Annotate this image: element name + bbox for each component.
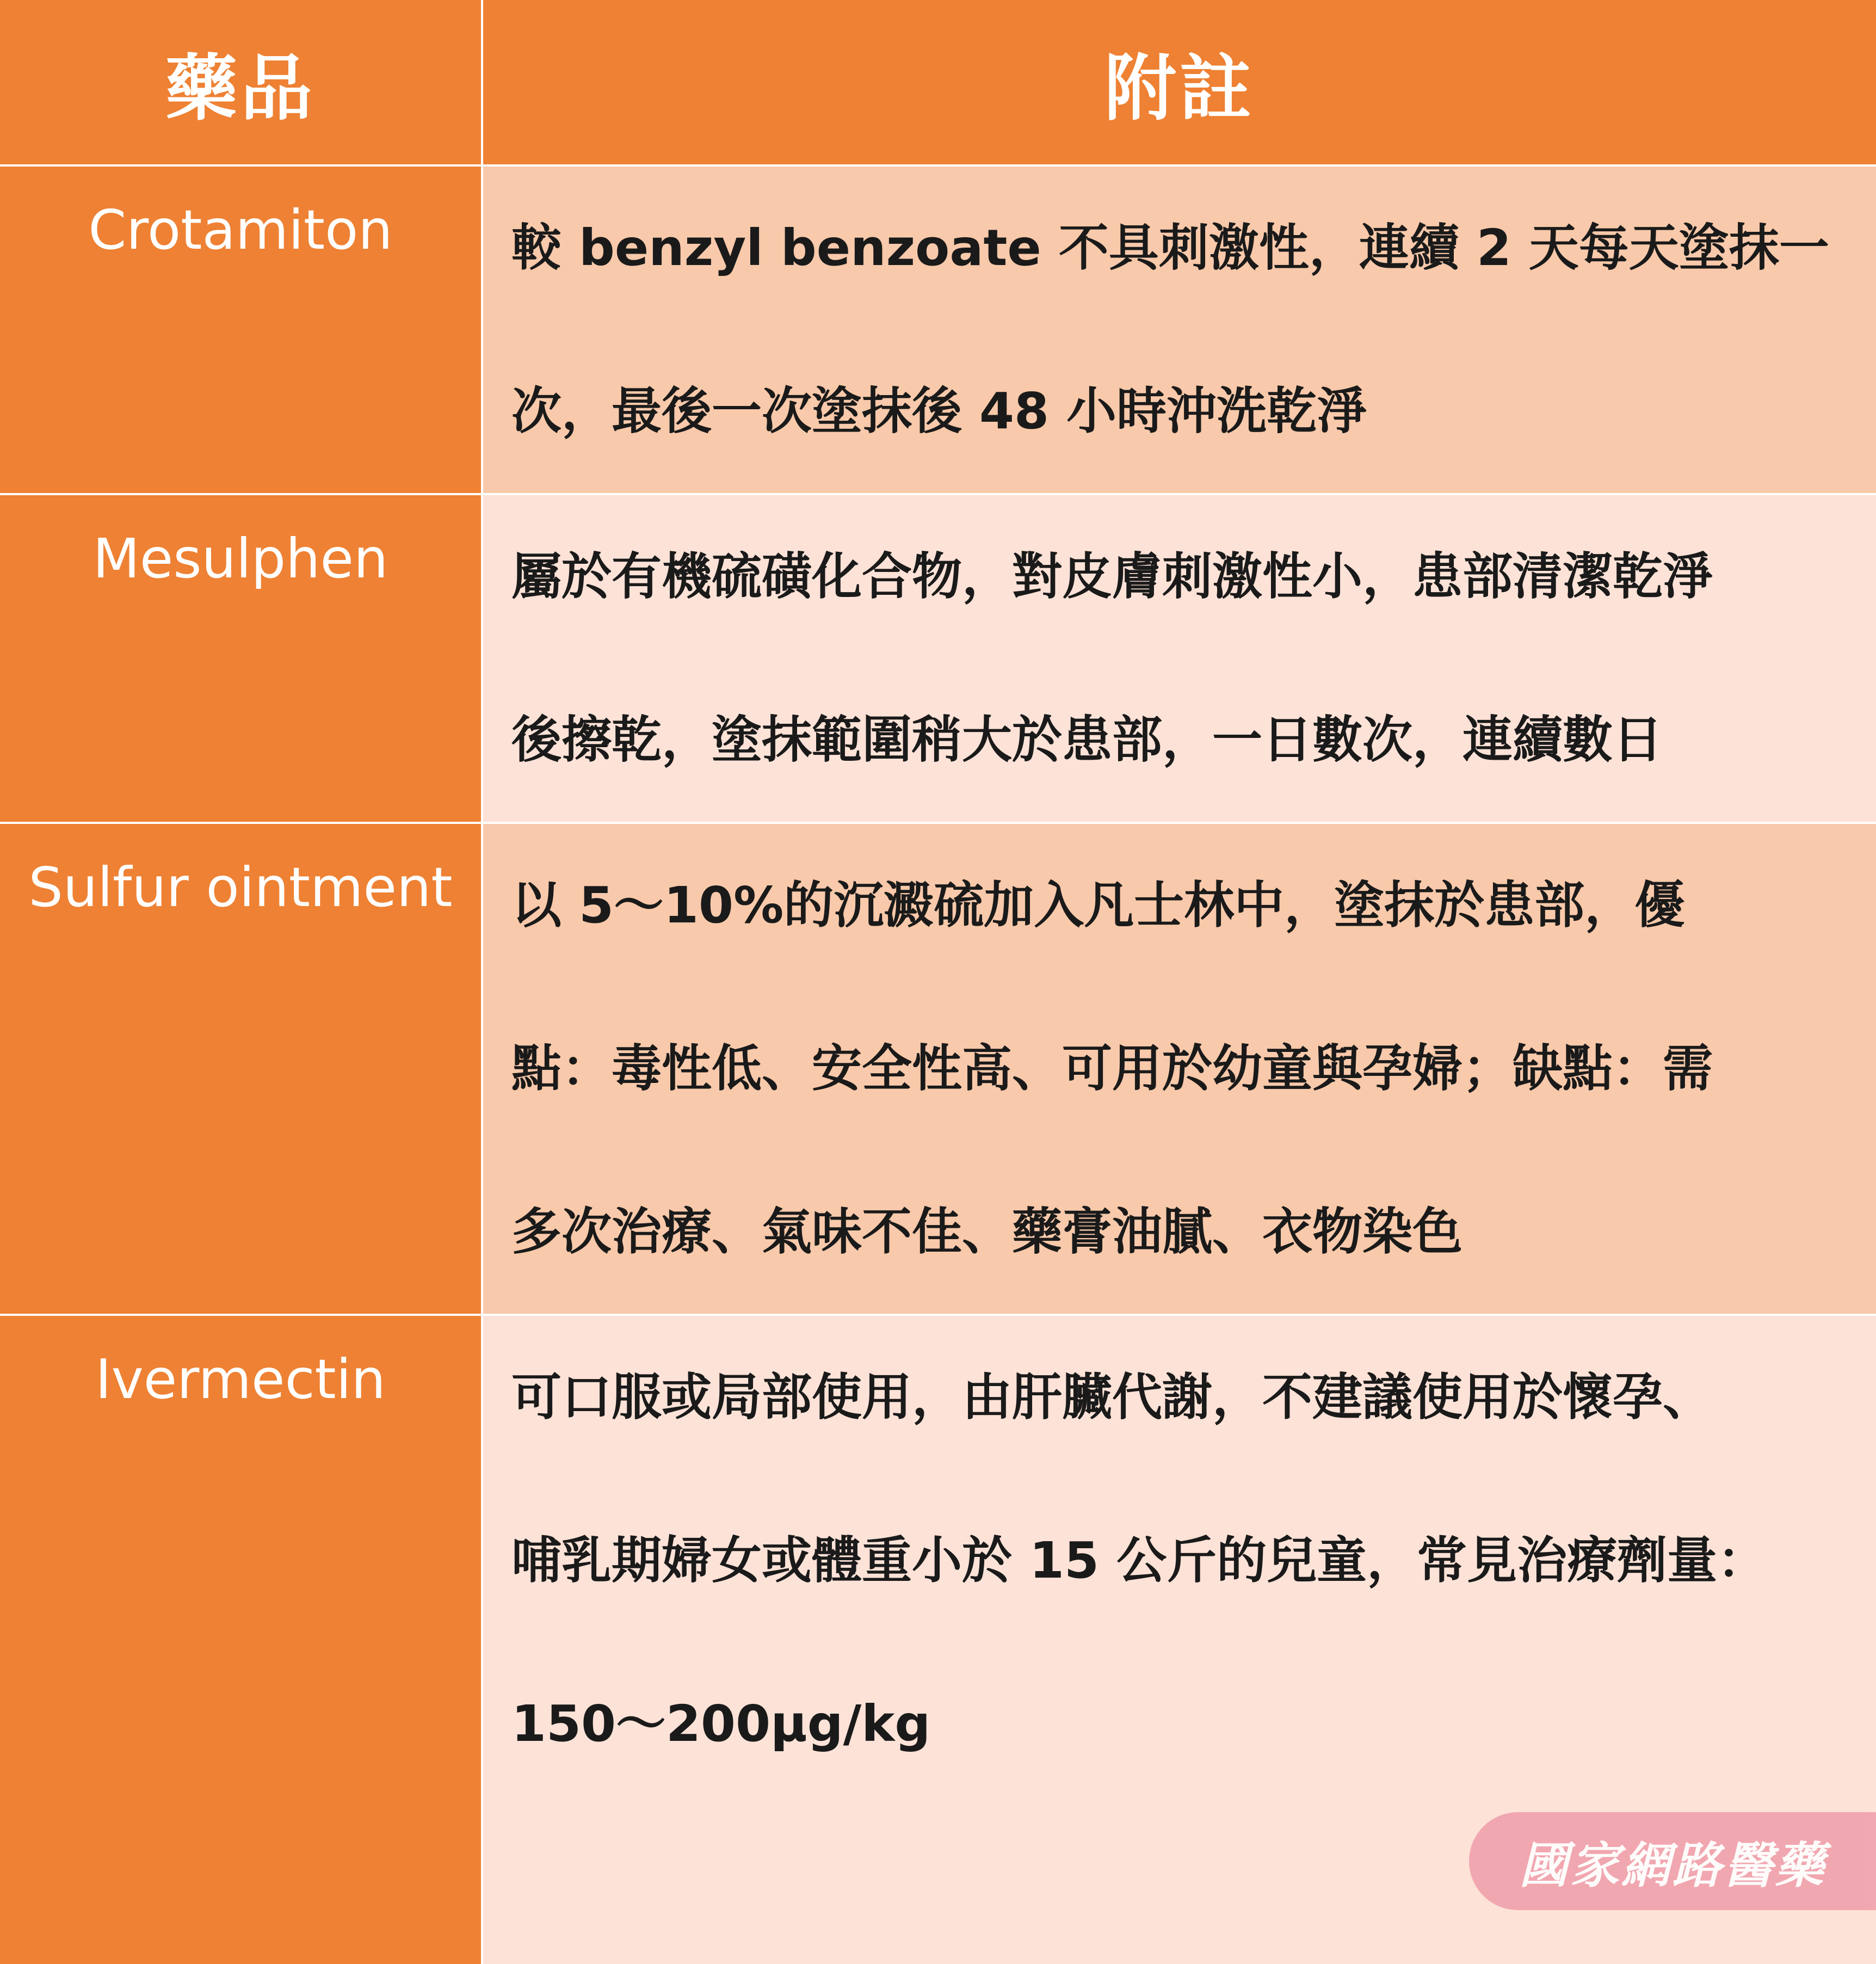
drug-cell-crotamiton: Crotamiton <box>0 167 481 493</box>
note-line: 哺乳期婦女或體重小於 15 公斤的兒童，常見治療劑量： <box>511 1531 1768 1590</box>
watermark-logo: 國家網路醫藥 <box>1469 1812 1876 1910</box>
note-line: 150～200μg/kg <box>511 1695 931 1753</box>
note-line: 可口服或局部使用，由肝臟代謝，不建議使用於懷孕、 <box>511 1368 1713 1426</box>
drug-cell-ivermectin: Ivermectin <box>0 1316 481 1964</box>
note-line: 屬於有機硫磺化合物，對皮膚刺激性小，患部清潔乾淨 <box>511 547 1713 606</box>
note-cell-mesulphen <box>483 495 1876 822</box>
note-line: 後擦乾，塗抹範圍稍大於患部，一日數次，連續數日 <box>511 711 1663 769</box>
drug-cell-sulfur-ointment: Sulfur ointment <box>0 824 481 1314</box>
header-drug: 藥品 <box>0 0 481 164</box>
note-cell-crotamiton <box>483 167 1876 493</box>
header-note: 附註 <box>483 0 1876 164</box>
note-line: 次，最後一次塗抹後 48 小時沖洗乾淨 <box>511 382 1367 440</box>
note-line: 多次治療、氣味不佳、藥膏油膩、衣物染色 <box>511 1203 1463 1261</box>
note-line: 以 5～10%的沉澱硫加入凡士林中，塗抹於患部，優 <box>511 876 1685 934</box>
note-line: 點：毒性低、安全性高、可用於幼童與孕婦；缺點：需 <box>511 1039 1713 1098</box>
note-cell-sulfur-ointment <box>483 824 1876 1314</box>
note-line: 較 benzyl benzoate 不具刺激性，連續 2 天每天塗抹一 <box>511 219 1829 277</box>
drug-cell-mesulphen: Mesulphen <box>0 495 481 822</box>
